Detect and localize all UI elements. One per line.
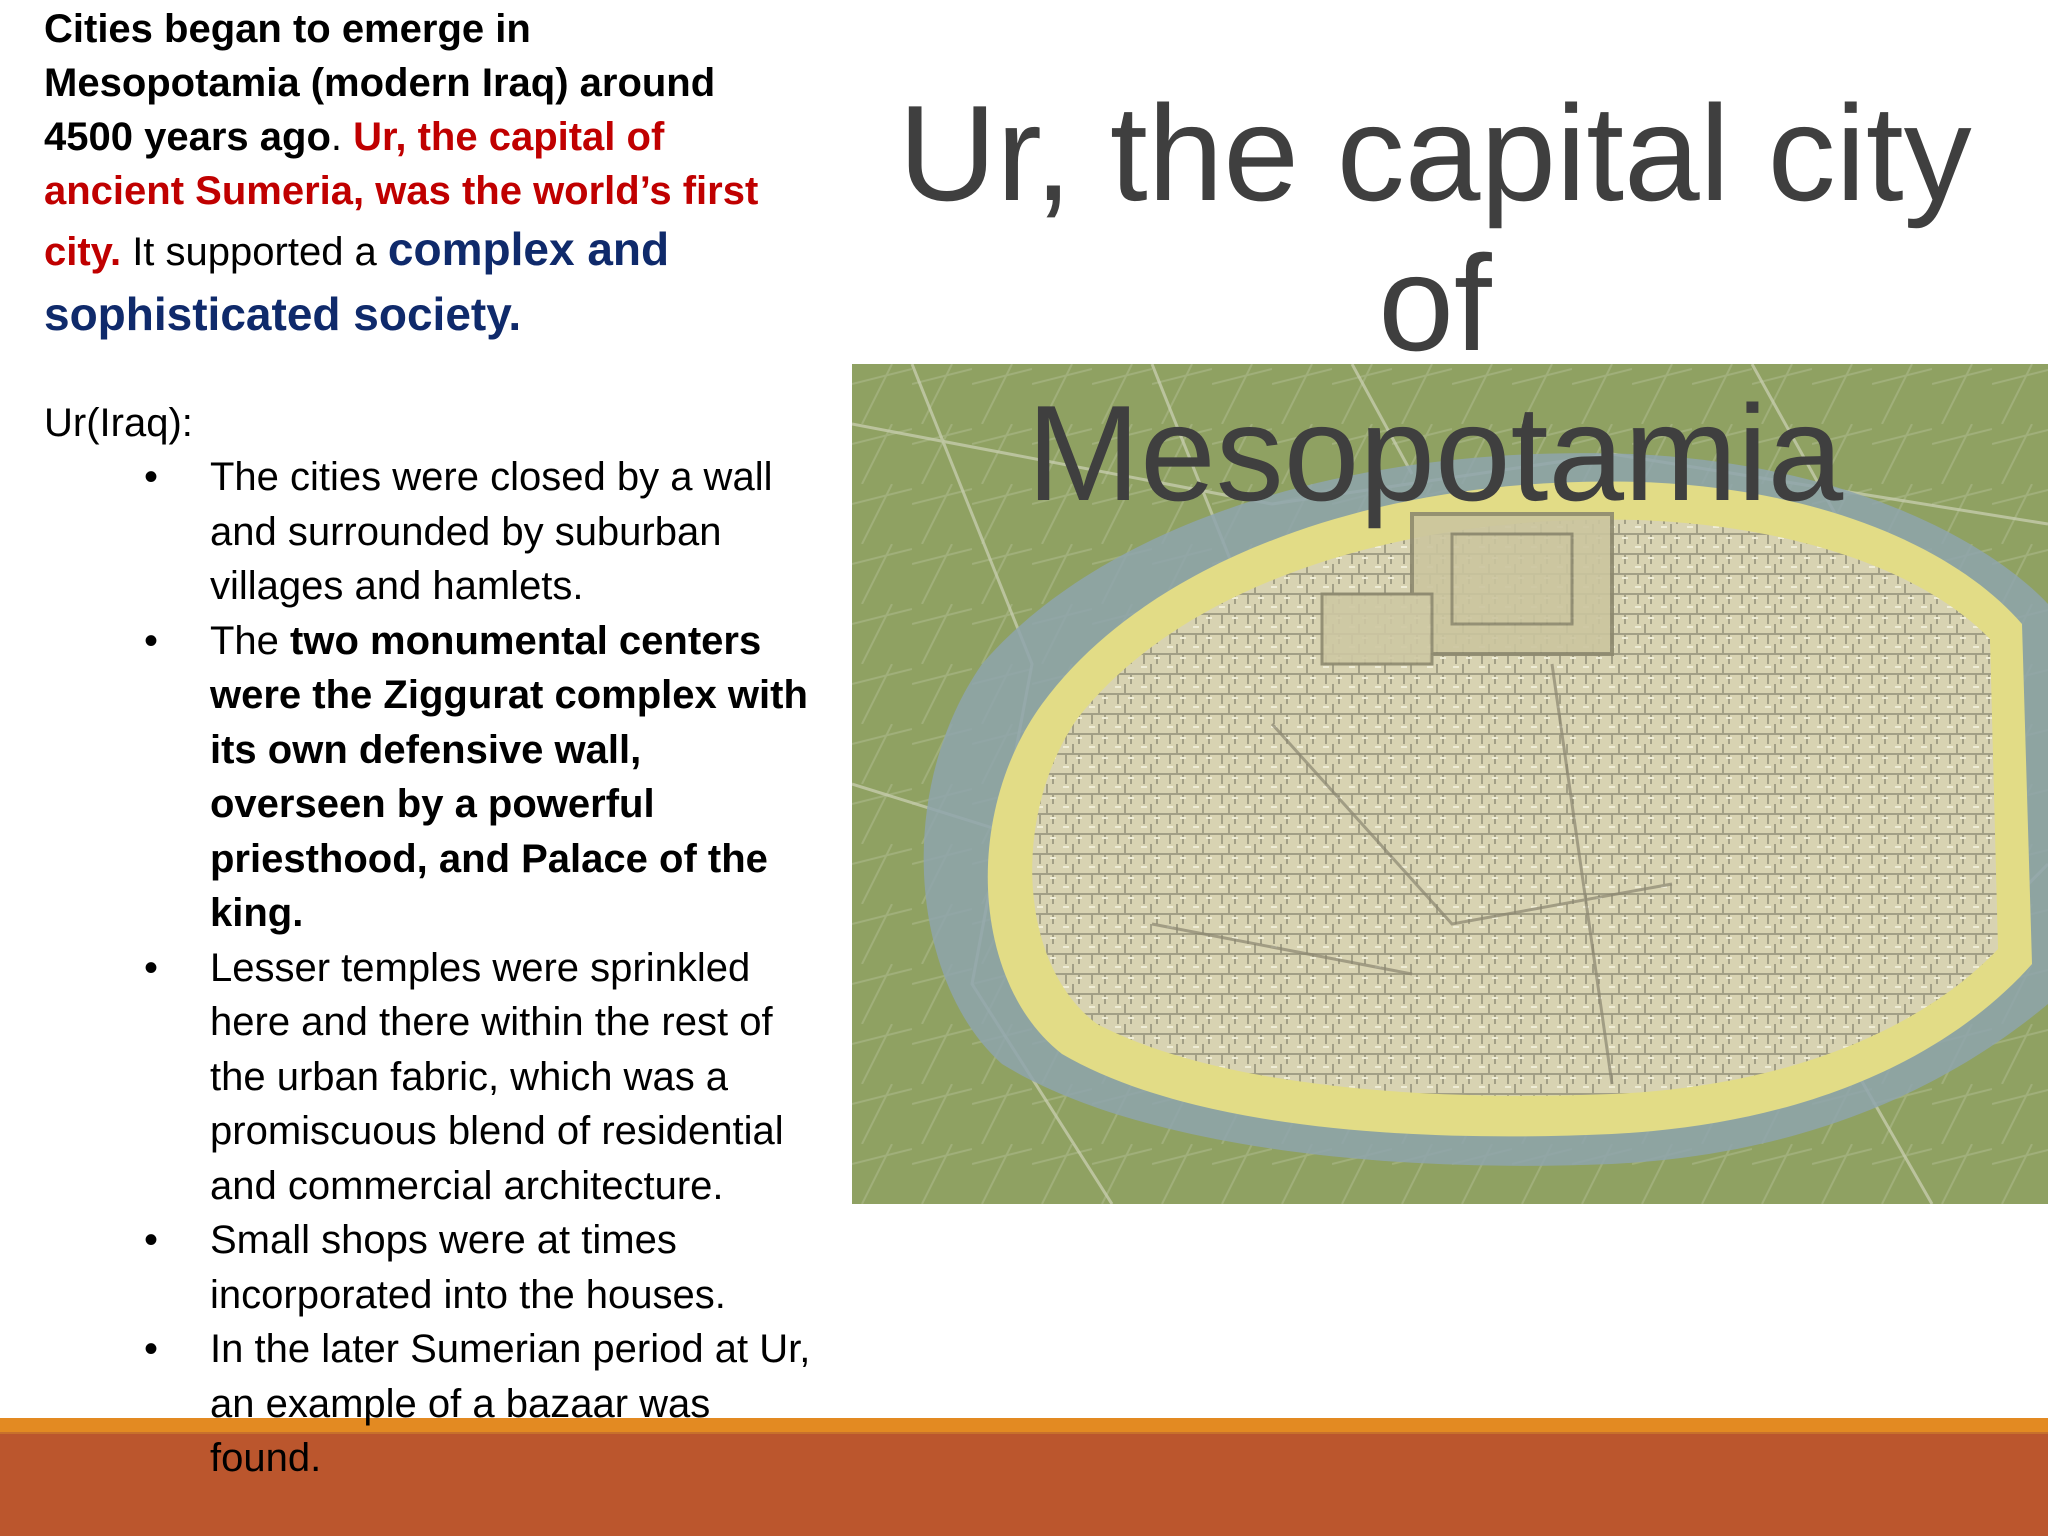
intro-ur-highlight: Ur, the capital of	[353, 115, 665, 159]
bullet-line: the urban fabric, which was a	[210, 1054, 729, 1099]
bullet-line: Small shops were at times	[210, 1218, 677, 1262]
bullet-marker: •	[144, 945, 159, 990]
bullet-line: overseen by a powerful	[210, 782, 655, 826]
intro-line-6: sophisticated society.	[44, 288, 522, 340]
bullet-line: promiscuous blend of residential	[210, 1109, 784, 1153]
intro-line-2: Mesopotamia (modern Iraq) around	[44, 61, 716, 105]
bullet-line: found.	[210, 1436, 322, 1480]
intro-paragraph	[44, 2, 864, 345]
intro-city-word: city.	[44, 230, 122, 274]
bullet-item	[0, 941, 900, 1214]
bullet-item	[0, 450, 900, 614]
bullet-line: were the Ziggurat complex with	[210, 673, 808, 717]
bullet-marker: •	[144, 1327, 159, 1371]
bullet-line: priesthood, and Palace of the	[210, 836, 768, 881]
intro-complex-highlight: complex and	[387, 223, 670, 275]
bullet-item	[0, 1322, 900, 1486]
bullet-line: its own defensive wall,	[210, 727, 642, 772]
bullet-line: In the later Sumerian period at Ur,	[210, 1327, 811, 1371]
intro-period: .	[330, 115, 354, 159]
intro-date-text: 4500 years ago	[44, 115, 331, 159]
bullet-line: and surrounded by suburban	[210, 509, 722, 554]
bullet-plain-text: The	[210, 618, 291, 663]
title-line-2: Mesopotamia	[1026, 377, 1844, 529]
bullet-marker: •	[144, 618, 159, 663]
slide-title	[830, 78, 2040, 528]
bullet-line: Lesser temples were sprinkled	[210, 945, 751, 990]
intro-line-1: Cities began to emerge in	[44, 7, 531, 51]
title-line-1: Ur, the capital city of	[898, 77, 1972, 379]
bullet-line: The cities were closed by a wall	[210, 455, 773, 499]
bullet-line: king.	[210, 891, 304, 935]
bullet-item	[0, 614, 900, 941]
intro-line-5	[44, 218, 864, 283]
intro-supported-text: It supported a	[121, 230, 388, 274]
bullet-bold-text: two monumental centers	[290, 618, 762, 663]
intro-line-3	[44, 110, 864, 164]
bullet-line: incorporated into the houses.	[210, 1272, 726, 1317]
bullet-item	[0, 1213, 900, 1322]
bullet-line: an example of a bazaar was	[210, 1381, 711, 1426]
intro-line-4: ancient Sumeria, was the world’s first	[44, 169, 759, 213]
bullet-marker: •	[144, 1218, 159, 1262]
bullet-list	[0, 450, 900, 1486]
bullet-line: and commercial architecture.	[210, 1163, 724, 1208]
section-heading: Ur(Iraq):	[44, 401, 193, 445]
bullet-line: villages and hamlets.	[210, 564, 584, 608]
bullet-line	[210, 614, 900, 669]
bullet-line: here and there within the rest of	[210, 1000, 773, 1044]
bullet-marker: •	[144, 455, 159, 499]
